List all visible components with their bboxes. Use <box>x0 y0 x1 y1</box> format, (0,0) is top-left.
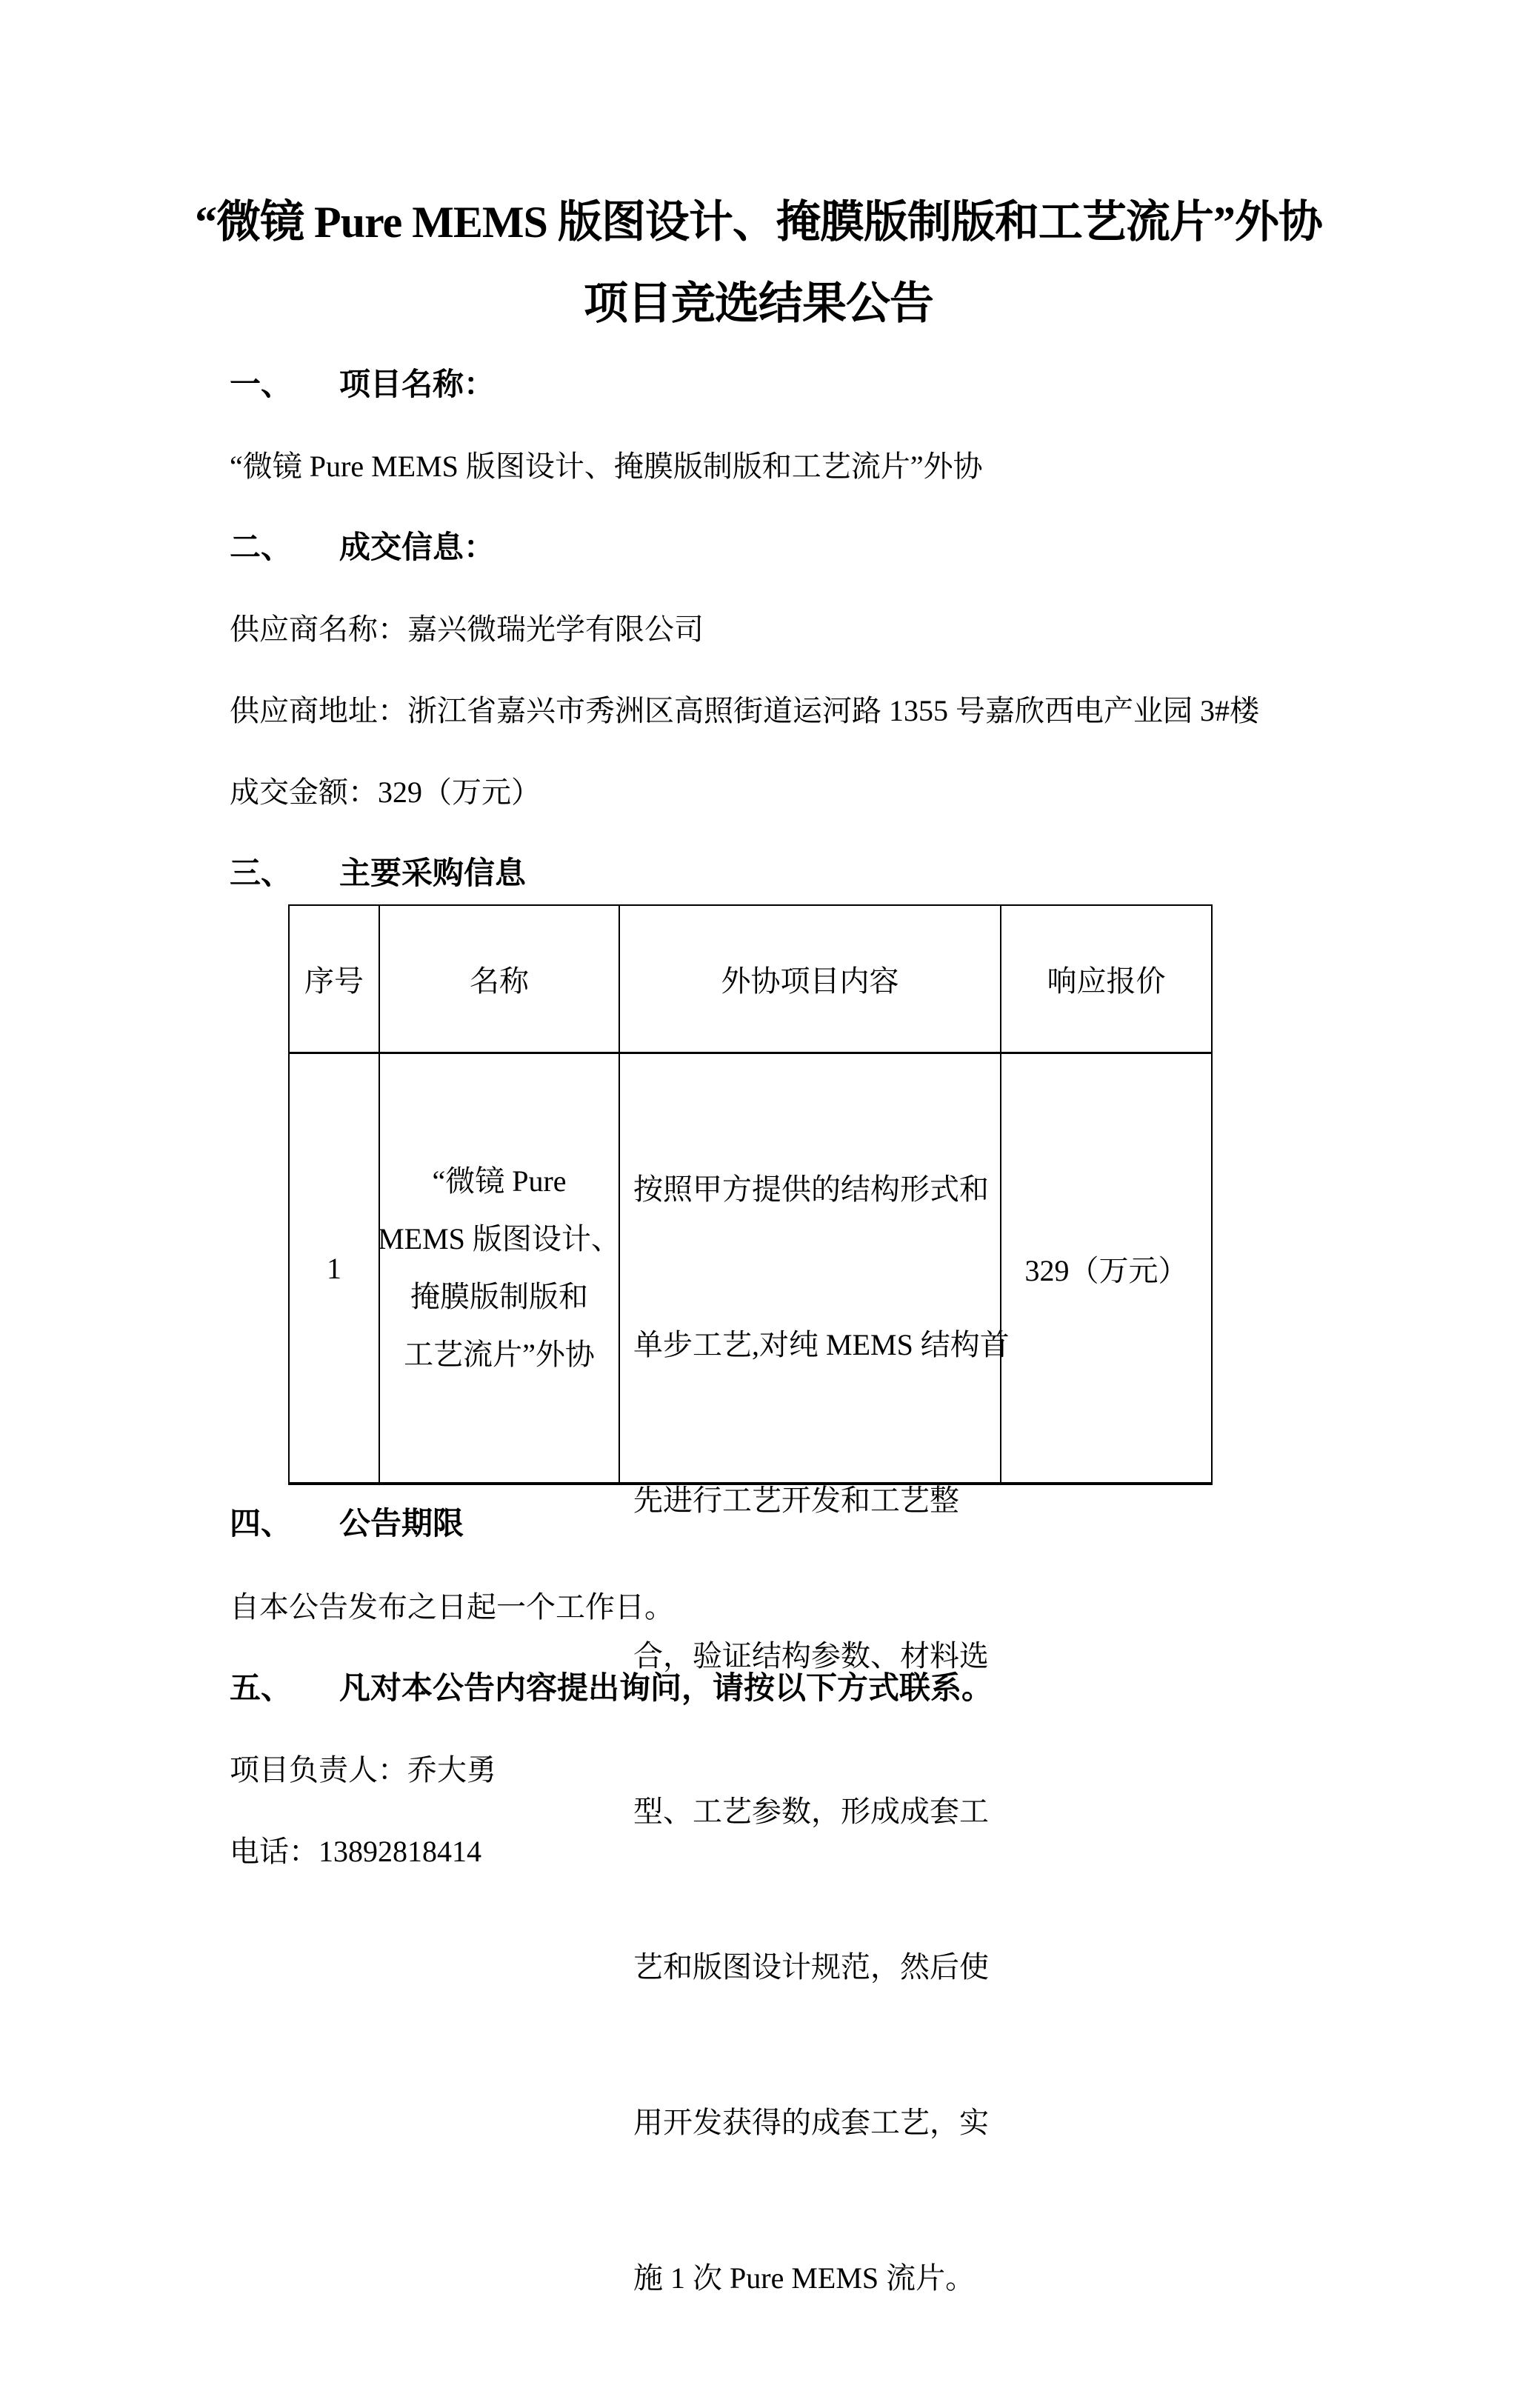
content-line: 按照甲方提供的结构形式和 <box>633 1173 989 1206</box>
document-title-line1: “微镜 Pure MEMS 版图设计、掩膜版制版和工艺流片”外协 <box>195 198 1322 247</box>
name-line: 掩膜版制版和 <box>410 1280 588 1313</box>
section-1-title: 项目名称： <box>339 368 496 402</box>
document-title-line2: 项目竞选结果公告 <box>584 279 933 328</box>
table-cell-name <box>380 1054 620 1482</box>
content-line: 合，验证结构参数、材料选 <box>633 1639 989 1672</box>
name-line: “微镜 Pure <box>432 1164 567 1198</box>
section-4-number: 四、 <box>230 1507 293 1541</box>
name-line: MEMS 版图设计、 <box>378 1222 621 1255</box>
table-header-content: 外协项目内容 <box>620 906 1001 1054</box>
section-2-heading <box>230 527 495 569</box>
content-line: 艺和版图设计规范，然后使 <box>633 1950 989 1984</box>
section-2-number: 二、 <box>230 531 293 565</box>
section-3-number: 三、 <box>230 857 293 891</box>
content-line: 施 1 次 Pure MEMS 流片。 <box>633 2261 976 2295</box>
table-header-seq: 序号 <box>290 906 380 1054</box>
content-line: 型、工艺参数，形成成套工 <box>633 1795 989 1828</box>
project-manager-line: 项目负责人：乔大勇 <box>230 1753 496 1787</box>
name-line: 工艺流片”外协 <box>404 1338 595 1371</box>
content-line: 单步工艺,对纯 MEMS 结构首 <box>633 1328 1010 1361</box>
deal-amount-line: 成交金额：329（万元） <box>230 776 541 809</box>
announcement-period-line: 自本公告发布之日起一个工作日。 <box>230 1590 674 1624</box>
section-4-heading <box>230 1504 464 1545</box>
content-line: 先进行工艺开发和工艺整 <box>633 1484 959 1517</box>
supplier-name-line: 供应商名称：嘉兴微瑞光学有限公司 <box>230 613 704 646</box>
table-header-price: 响应报价 <box>1001 906 1211 1054</box>
table-cell-seq: 1 <box>290 1054 380 1482</box>
phone-number-line: 电话：13892818414 <box>230 1835 481 1868</box>
table-header-name: 名称 <box>380 906 620 1054</box>
section-5-number: 五、 <box>230 1672 293 1706</box>
section-5-title: 凡对本公告内容提出询问，请按以下方式联系。 <box>339 1672 993 1706</box>
section-1-number: 一、 <box>230 368 293 402</box>
content-line: 用开发获得的成套工艺，实 <box>633 2106 989 2139</box>
section-4-title: 公告期限 <box>339 1507 464 1541</box>
project-name-text: “微镜 Pure MEMS 版图设计、掩膜版制版和工艺流片”外协 <box>230 450 983 483</box>
section-1-heading <box>230 364 495 406</box>
section-3-heading <box>230 853 526 895</box>
table-cell-price: 329（万元） <box>1024 1253 1188 1287</box>
supplier-address-line: 供应商地址：浙江省嘉兴市秀洲区高照街道运河路 1355 号嘉欣西电产业园 3#楼 <box>230 694 1259 727</box>
section-3-title: 主要采购信息 <box>339 857 527 891</box>
section-5-heading <box>230 1668 993 1710</box>
section-2-title: 成交信息： <box>339 531 496 565</box>
